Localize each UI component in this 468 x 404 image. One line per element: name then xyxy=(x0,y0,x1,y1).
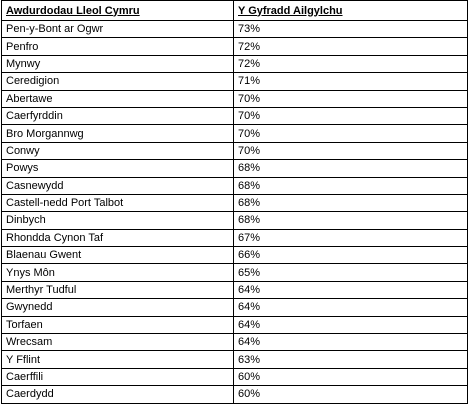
table-row xyxy=(2,212,468,229)
cell-recycling-rate: 68% xyxy=(234,160,468,177)
table-row xyxy=(2,38,468,55)
cell-local-authority: Caerfyrddin xyxy=(2,107,234,124)
cell-recycling-rate: 73% xyxy=(234,21,468,38)
column-header-local-authority: Awdurdodau Lleol Cymru xyxy=(2,1,234,21)
table-row xyxy=(2,73,468,90)
cell-local-authority: Rhondda Cynon Taf xyxy=(2,229,234,246)
cell-local-authority: Conwy xyxy=(2,142,234,159)
cell-local-authority: Caerffili xyxy=(2,368,234,385)
table-row xyxy=(2,142,468,159)
cell-local-authority: Ceredigion xyxy=(2,73,234,90)
table-row xyxy=(2,194,468,211)
cell-recycling-rate: 67% xyxy=(234,229,468,246)
table-row xyxy=(2,334,468,351)
table-row xyxy=(2,316,468,333)
cell-local-authority: Mynwy xyxy=(2,55,234,72)
cell-recycling-rate: 64% xyxy=(234,281,468,298)
cell-recycling-rate: 72% xyxy=(234,55,468,72)
table-header-row xyxy=(2,1,468,21)
cell-recycling-rate: 70% xyxy=(234,142,468,159)
cell-local-authority: Caerdydd xyxy=(2,386,234,403)
cell-local-authority: Ynys Môn xyxy=(2,264,234,281)
table-row xyxy=(2,247,468,264)
cell-local-authority: Powys xyxy=(2,160,234,177)
table-row xyxy=(2,160,468,177)
cell-local-authority: Abertawe xyxy=(2,90,234,107)
cell-local-authority: Dinbych xyxy=(2,212,234,229)
cell-recycling-rate: 64% xyxy=(234,316,468,333)
table-row xyxy=(2,177,468,194)
cell-recycling-rate: 70% xyxy=(234,107,468,124)
cell-recycling-rate: 63% xyxy=(234,351,468,368)
cell-recycling-rate: 68% xyxy=(234,177,468,194)
table-row xyxy=(2,229,468,246)
cell-recycling-rate: 65% xyxy=(234,264,468,281)
table-row xyxy=(2,125,468,142)
table-row xyxy=(2,264,468,281)
cell-local-authority: Wrecsam xyxy=(2,334,234,351)
table-row xyxy=(2,107,468,124)
cell-recycling-rate: 72% xyxy=(234,38,468,55)
table-row xyxy=(2,21,468,38)
table-body xyxy=(2,21,468,404)
cell-local-authority: Torfaen xyxy=(2,316,234,333)
cell-local-authority: Bro Morgannwg xyxy=(2,125,234,142)
cell-local-authority: Castell-nedd Port Talbot xyxy=(2,194,234,211)
cell-recycling-rate: 68% xyxy=(234,194,468,211)
cell-recycling-rate: 60% xyxy=(234,368,468,385)
cell-local-authority: Y Fflint xyxy=(2,351,234,368)
cell-local-authority: Penfro xyxy=(2,38,234,55)
cell-recycling-rate: 66% xyxy=(234,247,468,264)
cell-local-authority: Casnewydd xyxy=(2,177,234,194)
cell-recycling-rate: 64% xyxy=(234,334,468,351)
cell-local-authority: Blaenau Gwent xyxy=(2,247,234,264)
cell-local-authority: Gwynedd xyxy=(2,299,234,316)
table-row xyxy=(2,351,468,368)
recycling-rates-table xyxy=(1,0,468,404)
table-row xyxy=(2,386,468,403)
table-row xyxy=(2,299,468,316)
cell-local-authority: Merthyr Tudful xyxy=(2,281,234,298)
cell-recycling-rate: 60% xyxy=(234,386,468,403)
cell-recycling-rate: 70% xyxy=(234,90,468,107)
cell-recycling-rate: 64% xyxy=(234,299,468,316)
table-row xyxy=(2,55,468,72)
cell-local-authority: Pen-y-Bont ar Ogwr xyxy=(2,21,234,38)
cell-recycling-rate: 68% xyxy=(234,212,468,229)
cell-recycling-rate: 70% xyxy=(234,125,468,142)
table-row xyxy=(2,90,468,107)
table-row xyxy=(2,368,468,385)
table-row xyxy=(2,281,468,298)
cell-recycling-rate: 71% xyxy=(234,73,468,90)
column-header-recycling-rate: Y Gyfradd Ailgylchu xyxy=(234,1,468,21)
